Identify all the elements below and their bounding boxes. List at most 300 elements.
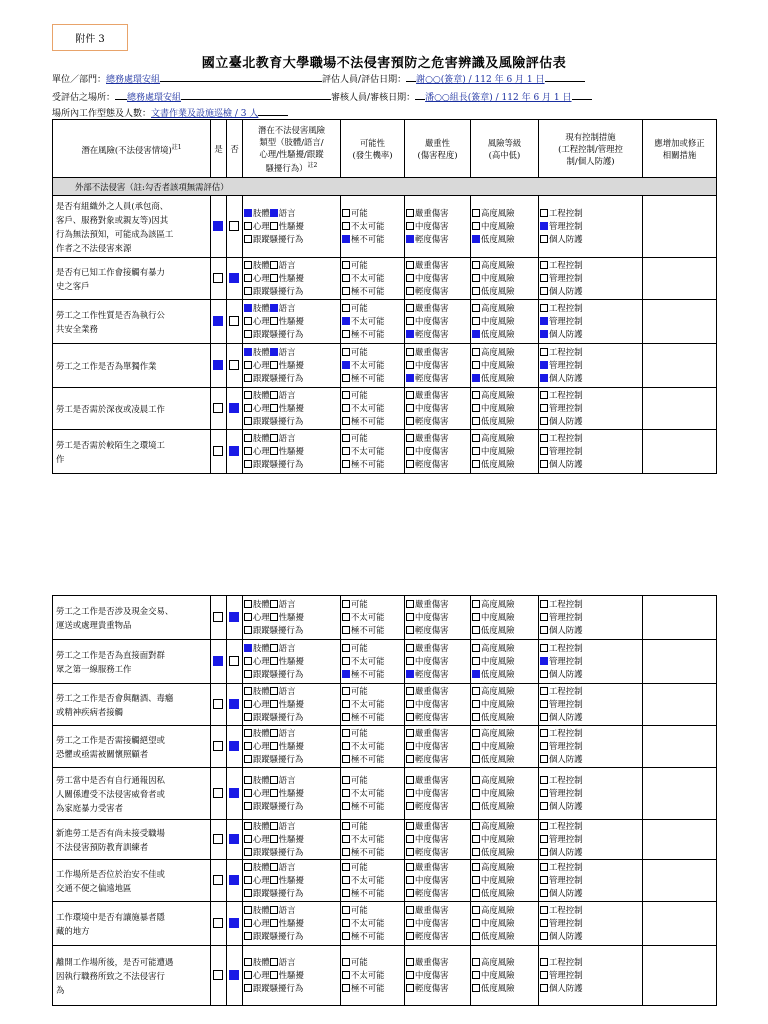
risk-mid-checkbox[interactable] <box>472 274 480 282</box>
type-stalking-checkbox[interactable] <box>244 670 252 678</box>
type-physical-checkbox[interactable] <box>244 600 252 608</box>
control-ppe-checkbox[interactable] <box>540 713 548 721</box>
risk-high-checkbox[interactable] <box>472 863 480 871</box>
risk-low-checkbox[interactable] <box>472 713 480 721</box>
type-stalking-checkbox[interactable] <box>244 802 252 810</box>
type-sexual-checkbox[interactable] <box>270 971 278 979</box>
yes-checkbox[interactable] <box>213 446 223 456</box>
type-verbal-checkbox[interactable] <box>270 958 278 966</box>
risk-mid-checkbox[interactable] <box>472 971 480 979</box>
yes-checkbox[interactable] <box>213 360 223 370</box>
risk-mid-checkbox[interactable] <box>472 876 480 884</box>
type-stalking-checkbox[interactable] <box>244 287 252 295</box>
type-verbal-checkbox[interactable] <box>270 434 278 442</box>
additional-measures-cell[interactable] <box>643 902 717 946</box>
possibility-mid-checkbox[interactable] <box>342 876 350 884</box>
risk-mid-checkbox[interactable] <box>472 361 480 369</box>
yes-checkbox[interactable] <box>213 316 223 326</box>
no-checkbox[interactable] <box>229 360 239 370</box>
severity-mid-checkbox[interactable] <box>406 919 414 927</box>
severity-low-checkbox[interactable] <box>406 802 414 810</box>
risk-mid-checkbox[interactable] <box>472 919 480 927</box>
type-physical-checkbox[interactable] <box>244 906 252 914</box>
yes-checkbox[interactable] <box>213 612 223 622</box>
type-physical-checkbox[interactable] <box>244 822 252 830</box>
type-verbal-checkbox[interactable] <box>270 687 278 695</box>
possibility-low-checkbox[interactable] <box>342 984 350 992</box>
possibility-low-checkbox[interactable] <box>342 848 350 856</box>
possibility-high-checkbox[interactable] <box>342 863 350 871</box>
severity-high-checkbox[interactable] <box>406 600 414 608</box>
type-verbal-checkbox[interactable] <box>270 304 278 312</box>
control-engineering-checkbox[interactable] <box>540 776 548 784</box>
type-mental-checkbox[interactable] <box>244 361 252 369</box>
severity-high-checkbox[interactable] <box>406 729 414 737</box>
type-verbal-checkbox[interactable] <box>270 209 278 217</box>
severity-low-checkbox[interactable] <box>406 755 414 763</box>
severity-mid-checkbox[interactable] <box>406 876 414 884</box>
control-engineering-checkbox[interactable] <box>540 348 548 356</box>
severity-high-checkbox[interactable] <box>406 822 414 830</box>
additional-measures-cell[interactable] <box>643 726 717 768</box>
possibility-mid-checkbox[interactable] <box>342 835 350 843</box>
risk-low-checkbox[interactable] <box>472 889 480 897</box>
type-physical-checkbox[interactable] <box>244 348 252 356</box>
possibility-low-checkbox[interactable] <box>342 802 350 810</box>
type-sexual-checkbox[interactable] <box>270 876 278 884</box>
yes-checkbox[interactable] <box>213 656 223 666</box>
control-management-checkbox[interactable] <box>540 876 548 884</box>
severity-low-checkbox[interactable] <box>406 374 414 382</box>
type-stalking-checkbox[interactable] <box>244 330 252 338</box>
possibility-low-checkbox[interactable] <box>342 330 350 338</box>
possibility-mid-checkbox[interactable] <box>342 657 350 665</box>
no-checkbox[interactable] <box>229 221 239 231</box>
yes-checkbox[interactable] <box>213 875 223 885</box>
control-engineering-checkbox[interactable] <box>540 434 548 442</box>
no-checkbox[interactable] <box>229 273 239 283</box>
control-management-checkbox[interactable] <box>540 222 548 230</box>
risk-high-checkbox[interactable] <box>472 729 480 737</box>
possibility-mid-checkbox[interactable] <box>342 222 350 230</box>
possibility-high-checkbox[interactable] <box>342 906 350 914</box>
risk-high-checkbox[interactable] <box>472 304 480 312</box>
risk-mid-checkbox[interactable] <box>472 447 480 455</box>
type-physical-checkbox[interactable] <box>244 687 252 695</box>
type-mental-checkbox[interactable] <box>244 919 252 927</box>
risk-low-checkbox[interactable] <box>472 932 480 940</box>
possibility-high-checkbox[interactable] <box>342 776 350 784</box>
possibility-mid-checkbox[interactable] <box>342 317 350 325</box>
severity-high-checkbox[interactable] <box>406 261 414 269</box>
control-ppe-checkbox[interactable] <box>540 670 548 678</box>
type-mental-checkbox[interactable] <box>244 742 252 750</box>
type-physical-checkbox[interactable] <box>244 729 252 737</box>
possibility-low-checkbox[interactable] <box>342 626 350 634</box>
risk-mid-checkbox[interactable] <box>472 613 480 621</box>
possibility-low-checkbox[interactable] <box>342 889 350 897</box>
additional-measures-cell[interactable] <box>643 768 717 820</box>
type-verbal-checkbox[interactable] <box>270 261 278 269</box>
type-physical-checkbox[interactable] <box>244 776 252 784</box>
type-mental-checkbox[interactable] <box>244 317 252 325</box>
severity-mid-checkbox[interactable] <box>406 742 414 750</box>
additional-measures-cell[interactable] <box>643 258 717 300</box>
severity-high-checkbox[interactable] <box>406 434 414 442</box>
risk-low-checkbox[interactable] <box>472 670 480 678</box>
no-checkbox[interactable] <box>229 788 239 798</box>
control-ppe-checkbox[interactable] <box>540 889 548 897</box>
yes-checkbox[interactable] <box>213 699 223 709</box>
control-engineering-checkbox[interactable] <box>540 958 548 966</box>
control-management-checkbox[interactable] <box>540 919 548 927</box>
severity-high-checkbox[interactable] <box>406 391 414 399</box>
type-stalking-checkbox[interactable] <box>244 755 252 763</box>
type-verbal-checkbox[interactable] <box>270 906 278 914</box>
risk-high-checkbox[interactable] <box>472 644 480 652</box>
additional-measures-cell[interactable] <box>643 196 717 258</box>
risk-high-checkbox[interactable] <box>472 434 480 442</box>
type-stalking-checkbox[interactable] <box>244 984 252 992</box>
control-ppe-checkbox[interactable] <box>540 330 548 338</box>
control-management-checkbox[interactable] <box>540 274 548 282</box>
possibility-mid-checkbox[interactable] <box>342 404 350 412</box>
type-stalking-checkbox[interactable] <box>244 374 252 382</box>
control-management-checkbox[interactable] <box>540 447 548 455</box>
additional-measures-cell[interactable] <box>643 388 717 430</box>
additional-measures-cell[interactable] <box>643 946 717 1006</box>
risk-mid-checkbox[interactable] <box>472 222 480 230</box>
risk-mid-checkbox[interactable] <box>472 742 480 750</box>
possibility-low-checkbox[interactable] <box>342 287 350 295</box>
severity-low-checkbox[interactable] <box>406 932 414 940</box>
type-sexual-checkbox[interactable] <box>270 700 278 708</box>
risk-high-checkbox[interactable] <box>472 209 480 217</box>
no-checkbox[interactable] <box>229 656 239 666</box>
risk-low-checkbox[interactable] <box>472 755 480 763</box>
no-checkbox[interactable] <box>229 446 239 456</box>
no-checkbox[interactable] <box>229 970 239 980</box>
type-stalking-checkbox[interactable] <box>244 417 252 425</box>
type-mental-checkbox[interactable] <box>244 404 252 412</box>
possibility-mid-checkbox[interactable] <box>342 919 350 927</box>
risk-low-checkbox[interactable] <box>472 848 480 856</box>
type-sexual-checkbox[interactable] <box>270 657 278 665</box>
type-mental-checkbox[interactable] <box>244 613 252 621</box>
yes-checkbox[interactable] <box>213 221 223 231</box>
risk-high-checkbox[interactable] <box>472 776 480 784</box>
possibility-high-checkbox[interactable] <box>342 958 350 966</box>
unit-value[interactable]: 總務處環安組 <box>106 75 161 85</box>
possibility-mid-checkbox[interactable] <box>342 613 350 621</box>
risk-mid-checkbox[interactable] <box>472 835 480 843</box>
type-mental-checkbox[interactable] <box>244 835 252 843</box>
risk-low-checkbox[interactable] <box>472 802 480 810</box>
risk-low-checkbox[interactable] <box>472 287 480 295</box>
control-management-checkbox[interactable] <box>540 789 548 797</box>
no-checkbox[interactable] <box>229 699 239 709</box>
control-ppe-checkbox[interactable] <box>540 287 548 295</box>
possibility-high-checkbox[interactable] <box>342 729 350 737</box>
severity-low-checkbox[interactable] <box>406 330 414 338</box>
severity-high-checkbox[interactable] <box>406 687 414 695</box>
risk-low-checkbox[interactable] <box>472 417 480 425</box>
control-management-checkbox[interactable] <box>540 700 548 708</box>
control-engineering-checkbox[interactable] <box>540 822 548 830</box>
control-ppe-checkbox[interactable] <box>540 626 548 634</box>
type-physical-checkbox[interactable] <box>244 391 252 399</box>
risk-mid-checkbox[interactable] <box>472 789 480 797</box>
type-physical-checkbox[interactable] <box>244 958 252 966</box>
type-stalking-checkbox[interactable] <box>244 848 252 856</box>
type-physical-checkbox[interactable] <box>244 434 252 442</box>
risk-high-checkbox[interactable] <box>472 958 480 966</box>
severity-high-checkbox[interactable] <box>406 304 414 312</box>
control-engineering-checkbox[interactable] <box>540 209 548 217</box>
additional-measures-cell[interactable] <box>643 300 717 344</box>
type-sexual-checkbox[interactable] <box>270 919 278 927</box>
risk-high-checkbox[interactable] <box>472 687 480 695</box>
risk-low-checkbox[interactable] <box>472 235 480 243</box>
type-sexual-checkbox[interactable] <box>270 835 278 843</box>
possibility-mid-checkbox[interactable] <box>342 361 350 369</box>
severity-high-checkbox[interactable] <box>406 348 414 356</box>
no-checkbox[interactable] <box>229 834 239 844</box>
risk-high-checkbox[interactable] <box>472 261 480 269</box>
yes-checkbox[interactable] <box>213 741 223 751</box>
risk-low-checkbox[interactable] <box>472 984 480 992</box>
risk-low-checkbox[interactable] <box>472 460 480 468</box>
type-physical-checkbox[interactable] <box>244 209 252 217</box>
control-engineering-checkbox[interactable] <box>540 644 548 652</box>
possibility-low-checkbox[interactable] <box>342 670 350 678</box>
possibility-low-checkbox[interactable] <box>342 460 350 468</box>
place-value[interactable]: 總務處環安組 <box>127 93 182 103</box>
control-engineering-checkbox[interactable] <box>540 261 548 269</box>
severity-mid-checkbox[interactable] <box>406 361 414 369</box>
control-engineering-checkbox[interactable] <box>540 729 548 737</box>
yes-checkbox[interactable] <box>213 834 223 844</box>
severity-high-checkbox[interactable] <box>406 209 414 217</box>
severity-mid-checkbox[interactable] <box>406 404 414 412</box>
type-mental-checkbox[interactable] <box>244 789 252 797</box>
possibility-low-checkbox[interactable] <box>342 755 350 763</box>
severity-high-checkbox[interactable] <box>406 958 414 966</box>
additional-measures-cell[interactable] <box>643 820 717 860</box>
severity-low-checkbox[interactable] <box>406 235 414 243</box>
type-stalking-checkbox[interactable] <box>244 626 252 634</box>
severity-high-checkbox[interactable] <box>406 776 414 784</box>
severity-high-checkbox[interactable] <box>406 906 414 914</box>
risk-mid-checkbox[interactable] <box>472 700 480 708</box>
control-ppe-checkbox[interactable] <box>540 848 548 856</box>
additional-measures-cell[interactable] <box>643 344 717 388</box>
possibility-high-checkbox[interactable] <box>342 434 350 442</box>
possibility-high-checkbox[interactable] <box>342 822 350 830</box>
control-engineering-checkbox[interactable] <box>540 391 548 399</box>
control-ppe-checkbox[interactable] <box>540 932 548 940</box>
possibility-mid-checkbox[interactable] <box>342 447 350 455</box>
possibility-high-checkbox[interactable] <box>342 348 350 356</box>
yes-checkbox[interactable] <box>213 273 223 283</box>
possibility-mid-checkbox[interactable] <box>342 742 350 750</box>
type-verbal-checkbox[interactable] <box>270 776 278 784</box>
additional-measures-cell[interactable] <box>643 684 717 726</box>
type-mental-checkbox[interactable] <box>244 274 252 282</box>
yes-checkbox[interactable] <box>213 918 223 928</box>
risk-low-checkbox[interactable] <box>472 374 480 382</box>
no-checkbox[interactable] <box>229 612 239 622</box>
type-verbal-checkbox[interactable] <box>270 600 278 608</box>
yes-checkbox[interactable] <box>213 403 223 413</box>
severity-high-checkbox[interactable] <box>406 644 414 652</box>
type-sexual-checkbox[interactable] <box>270 742 278 750</box>
control-engineering-checkbox[interactable] <box>540 687 548 695</box>
yes-checkbox[interactable] <box>213 788 223 798</box>
risk-high-checkbox[interactable] <box>472 348 480 356</box>
type-sexual-checkbox[interactable] <box>270 789 278 797</box>
reviewer-value[interactable]: 潘○○組長(簽章) / 112 年 6 月 1 日 <box>425 93 572 103</box>
possibility-high-checkbox[interactable] <box>342 391 350 399</box>
workers-value[interactable]: 文書作業及設施巡檢 / 3 人 <box>151 109 259 119</box>
control-engineering-checkbox[interactable] <box>540 906 548 914</box>
possibility-mid-checkbox[interactable] <box>342 700 350 708</box>
possibility-mid-checkbox[interactable] <box>342 274 350 282</box>
possibility-high-checkbox[interactable] <box>342 600 350 608</box>
possibility-high-checkbox[interactable] <box>342 209 350 217</box>
control-management-checkbox[interactable] <box>540 613 548 621</box>
control-engineering-checkbox[interactable] <box>540 304 548 312</box>
control-management-checkbox[interactable] <box>540 404 548 412</box>
type-mental-checkbox[interactable] <box>244 222 252 230</box>
control-ppe-checkbox[interactable] <box>540 374 548 382</box>
severity-low-checkbox[interactable] <box>406 417 414 425</box>
severity-low-checkbox[interactable] <box>406 984 414 992</box>
type-verbal-checkbox[interactable] <box>270 644 278 652</box>
type-mental-checkbox[interactable] <box>244 447 252 455</box>
type-sexual-checkbox[interactable] <box>270 274 278 282</box>
risk-high-checkbox[interactable] <box>472 822 480 830</box>
type-mental-checkbox[interactable] <box>244 700 252 708</box>
possibility-low-checkbox[interactable] <box>342 713 350 721</box>
risk-high-checkbox[interactable] <box>472 600 480 608</box>
additional-measures-cell[interactable] <box>643 430 717 474</box>
severity-mid-checkbox[interactable] <box>406 657 414 665</box>
type-physical-checkbox[interactable] <box>244 863 252 871</box>
possibility-low-checkbox[interactable] <box>342 374 350 382</box>
severity-low-checkbox[interactable] <box>406 848 414 856</box>
type-verbal-checkbox[interactable] <box>270 729 278 737</box>
control-engineering-checkbox[interactable] <box>540 863 548 871</box>
no-checkbox[interactable] <box>229 741 239 751</box>
severity-high-checkbox[interactable] <box>406 863 414 871</box>
control-management-checkbox[interactable] <box>540 657 548 665</box>
type-mental-checkbox[interactable] <box>244 657 252 665</box>
risk-low-checkbox[interactable] <box>472 330 480 338</box>
type-sexual-checkbox[interactable] <box>270 361 278 369</box>
control-management-checkbox[interactable] <box>540 971 548 979</box>
type-physical-checkbox[interactable] <box>244 644 252 652</box>
severity-low-checkbox[interactable] <box>406 460 414 468</box>
risk-mid-checkbox[interactable] <box>472 657 480 665</box>
assessor-value[interactable]: 謝○○(簽章) / 112 年 6 月 1 日 <box>416 75 545 85</box>
severity-low-checkbox[interactable] <box>406 713 414 721</box>
severity-low-checkbox[interactable] <box>406 889 414 897</box>
type-verbal-checkbox[interactable] <box>270 348 278 356</box>
type-sexual-checkbox[interactable] <box>270 404 278 412</box>
type-stalking-checkbox[interactable] <box>244 932 252 940</box>
possibility-high-checkbox[interactable] <box>342 261 350 269</box>
severity-mid-checkbox[interactable] <box>406 835 414 843</box>
possibility-high-checkbox[interactable] <box>342 687 350 695</box>
control-management-checkbox[interactable] <box>540 317 548 325</box>
type-stalking-checkbox[interactable] <box>244 889 252 897</box>
risk-high-checkbox[interactable] <box>472 906 480 914</box>
possibility-low-checkbox[interactable] <box>342 932 350 940</box>
additional-measures-cell[interactable] <box>643 596 717 640</box>
control-ppe-checkbox[interactable] <box>540 460 548 468</box>
severity-mid-checkbox[interactable] <box>406 700 414 708</box>
no-checkbox[interactable] <box>229 316 239 326</box>
possibility-mid-checkbox[interactable] <box>342 789 350 797</box>
severity-mid-checkbox[interactable] <box>406 222 414 230</box>
control-management-checkbox[interactable] <box>540 742 548 750</box>
risk-high-checkbox[interactable] <box>472 391 480 399</box>
type-sexual-checkbox[interactable] <box>270 317 278 325</box>
type-stalking-checkbox[interactable] <box>244 713 252 721</box>
type-verbal-checkbox[interactable] <box>270 391 278 399</box>
yes-checkbox[interactable] <box>213 970 223 980</box>
severity-mid-checkbox[interactable] <box>406 789 414 797</box>
possibility-low-checkbox[interactable] <box>342 235 350 243</box>
control-management-checkbox[interactable] <box>540 835 548 843</box>
control-ppe-checkbox[interactable] <box>540 235 548 243</box>
type-sexual-checkbox[interactable] <box>270 222 278 230</box>
severity-low-checkbox[interactable] <box>406 626 414 634</box>
control-ppe-checkbox[interactable] <box>540 755 548 763</box>
type-stalking-checkbox[interactable] <box>244 235 252 243</box>
control-ppe-checkbox[interactable] <box>540 802 548 810</box>
possibility-mid-checkbox[interactable] <box>342 971 350 979</box>
control-ppe-checkbox[interactable] <box>540 984 548 992</box>
severity-mid-checkbox[interactable] <box>406 613 414 621</box>
type-sexual-checkbox[interactable] <box>270 447 278 455</box>
additional-measures-cell[interactable] <box>643 640 717 684</box>
risk-low-checkbox[interactable] <box>472 626 480 634</box>
control-ppe-checkbox[interactable] <box>540 417 548 425</box>
severity-mid-checkbox[interactable] <box>406 971 414 979</box>
type-physical-checkbox[interactable] <box>244 304 252 312</box>
control-management-checkbox[interactable] <box>540 361 548 369</box>
additional-measures-cell[interactable] <box>643 860 717 902</box>
risk-mid-checkbox[interactable] <box>472 404 480 412</box>
severity-mid-checkbox[interactable] <box>406 317 414 325</box>
no-checkbox[interactable] <box>229 875 239 885</box>
no-checkbox[interactable] <box>229 403 239 413</box>
control-engineering-checkbox[interactable] <box>540 600 548 608</box>
possibility-high-checkbox[interactable] <box>342 304 350 312</box>
severity-mid-checkbox[interactable] <box>406 447 414 455</box>
type-mental-checkbox[interactable] <box>244 876 252 884</box>
possibility-low-checkbox[interactable] <box>342 417 350 425</box>
type-mental-checkbox[interactable] <box>244 971 252 979</box>
possibility-high-checkbox[interactable] <box>342 644 350 652</box>
type-verbal-checkbox[interactable] <box>270 863 278 871</box>
severity-mid-checkbox[interactable] <box>406 274 414 282</box>
type-sexual-checkbox[interactable] <box>270 613 278 621</box>
severity-low-checkbox[interactable] <box>406 287 414 295</box>
type-physical-checkbox[interactable] <box>244 261 252 269</box>
